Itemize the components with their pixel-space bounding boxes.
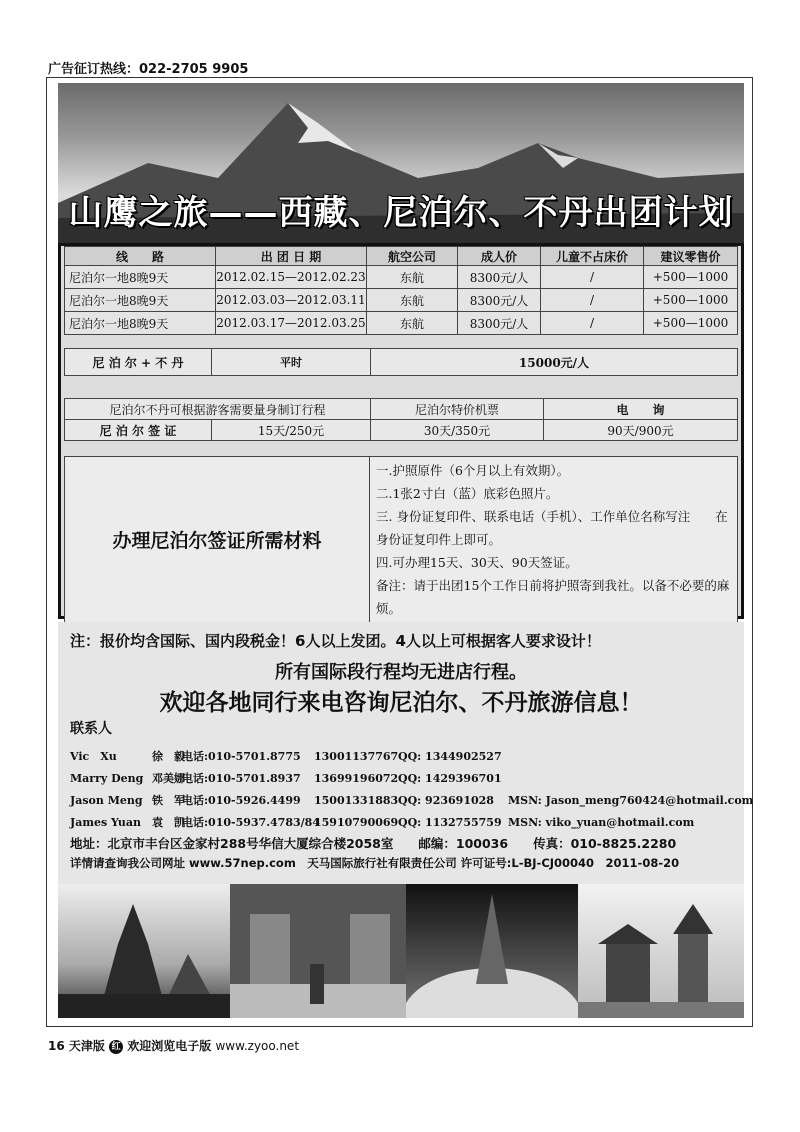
route-cell: 尼泊尔一地8晚9天 bbox=[65, 289, 216, 312]
retail-price-cell: +500—1000 bbox=[644, 266, 738, 289]
table-row bbox=[65, 349, 738, 376]
retail-price-cell: +500—1000 bbox=[644, 289, 738, 312]
col-child: 儿童不占床价 bbox=[541, 247, 644, 266]
contact-msn: MSN: Jason_meng760424@hotmail.com bbox=[508, 794, 754, 807]
banner-title: 山鹰之旅——西藏、尼泊尔、不丹出团计划 bbox=[68, 193, 734, 233]
col-airline: 航空公司 bbox=[367, 247, 458, 266]
col-dates: 出 团 日 期 bbox=[216, 247, 367, 266]
page-footer bbox=[48, 1037, 299, 1054]
adult-price-cell: 8300元/人 bbox=[458, 289, 541, 312]
contact-cn-name: 铁 军 bbox=[152, 794, 185, 807]
contact-en-name: Jason Meng bbox=[70, 794, 143, 807]
adult-price-cell: 8300元/人 bbox=[458, 312, 541, 335]
edition-label: 天津版 bbox=[68, 1039, 105, 1053]
combo-price: 15000元/人 bbox=[371, 349, 738, 376]
contact-qq: QQ: 1344902527 bbox=[398, 750, 502, 763]
col-retail: 建议零售价 bbox=[644, 247, 738, 266]
route-cell: 尼泊尔一地8晚9天 bbox=[65, 312, 216, 335]
visa-requirements-title bbox=[65, 457, 370, 623]
schedule-table bbox=[64, 246, 738, 335]
table-row bbox=[65, 399, 738, 420]
footer-url[interactable]: www.zyoo.net bbox=[215, 1039, 300, 1053]
dates-cell: 2012.03.03—2012.03.11 bbox=[216, 289, 367, 312]
info-section bbox=[58, 622, 754, 884]
list-item: 备注：请于出团15个工作日前将护照寄到我社。以备不必要的麻烦。 bbox=[376, 578, 730, 616]
visa-title-text: 办理尼泊尔签证所需材料 bbox=[112, 530, 322, 552]
contact-mobile: 13699196072 bbox=[314, 772, 399, 785]
photo-strip bbox=[58, 884, 744, 1018]
col-route: 线 路 bbox=[65, 247, 216, 266]
contact-cn-name: 袁 凯 bbox=[152, 816, 185, 829]
contact-mobile: 15001331883 bbox=[314, 794, 399, 807]
contact-en-name: Vic Xu bbox=[70, 750, 117, 763]
visa-requirements-table bbox=[64, 456, 738, 623]
dates-cell: 2012.03.17—2012.03.25 bbox=[216, 312, 367, 335]
visa-price-table bbox=[64, 398, 738, 441]
airline-cell: 东航 bbox=[367, 312, 458, 335]
mountain-banner bbox=[58, 83, 744, 243]
child-price-cell: / bbox=[541, 312, 644, 335]
contact-tel: 电话:010-5701.8937 bbox=[182, 772, 301, 785]
stupa-photo bbox=[58, 884, 230, 1018]
list-item: 一.护照原件（6个月以上有效期）。 bbox=[376, 463, 570, 478]
retail-price-cell: +500—1000 bbox=[644, 312, 738, 335]
combo-period: 平时 bbox=[212, 349, 371, 376]
contact-qq: QQ: 923691028 bbox=[398, 794, 494, 807]
contact-tel: 电话:010-5926.4499 bbox=[182, 794, 301, 807]
contact-row bbox=[70, 748, 508, 764]
address-line: 地址：北京市丰台区金家村288号华信大厦综合楼2058室 邮编：100036 传真：010-8825.2280 bbox=[70, 836, 677, 851]
contact-row bbox=[70, 814, 694, 830]
boudhanath-photo bbox=[406, 884, 578, 1018]
inquire-label: 电 询 bbox=[544, 399, 738, 420]
contact-msn: MSN: viko_yuan@hotmail.com bbox=[508, 816, 695, 829]
page-number: 16 bbox=[48, 1039, 65, 1053]
route-cell: 尼泊尔一地8晚9天 bbox=[65, 266, 216, 289]
child-price-cell: / bbox=[541, 266, 644, 289]
no-shopping-note: 所有国际段行程均无进店行程。 bbox=[275, 662, 527, 683]
price-note: 注：报价均含国际、国内段税金！6人以上发团。4人以上可根据客人要求设计！ bbox=[70, 632, 601, 650]
red-badge-icon: 红 bbox=[109, 1040, 123, 1054]
table-row bbox=[65, 289, 738, 312]
table-row bbox=[65, 457, 738, 623]
ticket-label: 尼泊尔特价机票 bbox=[371, 399, 544, 420]
table-row bbox=[65, 312, 738, 335]
contact-row bbox=[70, 792, 753, 808]
airline-cell: 东航 bbox=[367, 266, 458, 289]
visa-price-30: 30天/350元 bbox=[371, 420, 544, 441]
combo-name: 尼 泊 尔 + 不 丹 bbox=[65, 349, 212, 376]
combo-table bbox=[64, 348, 738, 376]
table-row bbox=[65, 420, 738, 441]
dates-cell: 2012.02.15—2012.02.23 bbox=[216, 266, 367, 289]
contact-qq: QQ: 1132755759 bbox=[398, 816, 502, 829]
contact-qq: QQ: 1429396701 bbox=[398, 772, 502, 785]
itinerary-table-block bbox=[58, 243, 744, 619]
durbar-square-photo bbox=[578, 884, 744, 1018]
contacts-heading: 联系人 bbox=[70, 721, 112, 737]
list-item: 二.1张2寸白（蓝）底彩色照片。 bbox=[376, 486, 559, 501]
contact-tel: 电话:010-5937.4783/84 bbox=[182, 816, 320, 829]
contact-row bbox=[70, 770, 508, 786]
schedule-header-row bbox=[65, 247, 738, 266]
child-price-cell: / bbox=[541, 289, 644, 312]
contact-tel: 电话:010-5701.8775 bbox=[182, 750, 301, 763]
visa-label: 尼 泊 尔 签 证 bbox=[65, 420, 212, 441]
contact-en-name: James Yuan bbox=[70, 816, 142, 829]
footer-text: 欢迎浏览电子版 bbox=[127, 1039, 212, 1053]
contact-cn-name: 邓美娜 bbox=[152, 772, 185, 785]
welcome-headline: 欢迎各地同行来电咨询尼泊尔、不丹旅游信息！ bbox=[159, 690, 643, 716]
contact-mobile: 13001137767 bbox=[314, 750, 399, 763]
col-adult: 成人价 bbox=[458, 247, 541, 266]
contact-en-name: Marry Deng bbox=[70, 772, 144, 785]
website-line: 详情请查询我公司网址 www.57nep.com 天马国际旅行社有限责任公司 许可证号:L-BJ-CJ00040 2011-08-20 bbox=[70, 856, 680, 870]
visa-requirements-list bbox=[370, 457, 738, 623]
list-item: 三. 身份证复印件、联系电话（手机）、工作单位名称写注 在身份证复印件上即可。 bbox=[376, 509, 728, 547]
custom-itinerary-label: 尼泊尔不丹可根据游客需要量身制订行程 bbox=[65, 399, 371, 420]
table-row bbox=[65, 266, 738, 289]
visa-price-90: 90天/900元 bbox=[544, 420, 738, 441]
airline-cell: 东航 bbox=[367, 289, 458, 312]
contact-cn-name: 徐 毅 bbox=[152, 750, 185, 763]
adult-price-cell: 8300元/人 bbox=[458, 266, 541, 289]
visa-price-15: 15天/250元 bbox=[212, 420, 371, 441]
contact-mobile: 15910790069 bbox=[314, 816, 399, 829]
list-item: 四.可办理15天、30天、90天签证。 bbox=[376, 555, 578, 570]
temple-statues-photo bbox=[230, 884, 406, 1018]
ad-hotline: 广告征订热线：022-2705 9905 bbox=[48, 62, 249, 77]
